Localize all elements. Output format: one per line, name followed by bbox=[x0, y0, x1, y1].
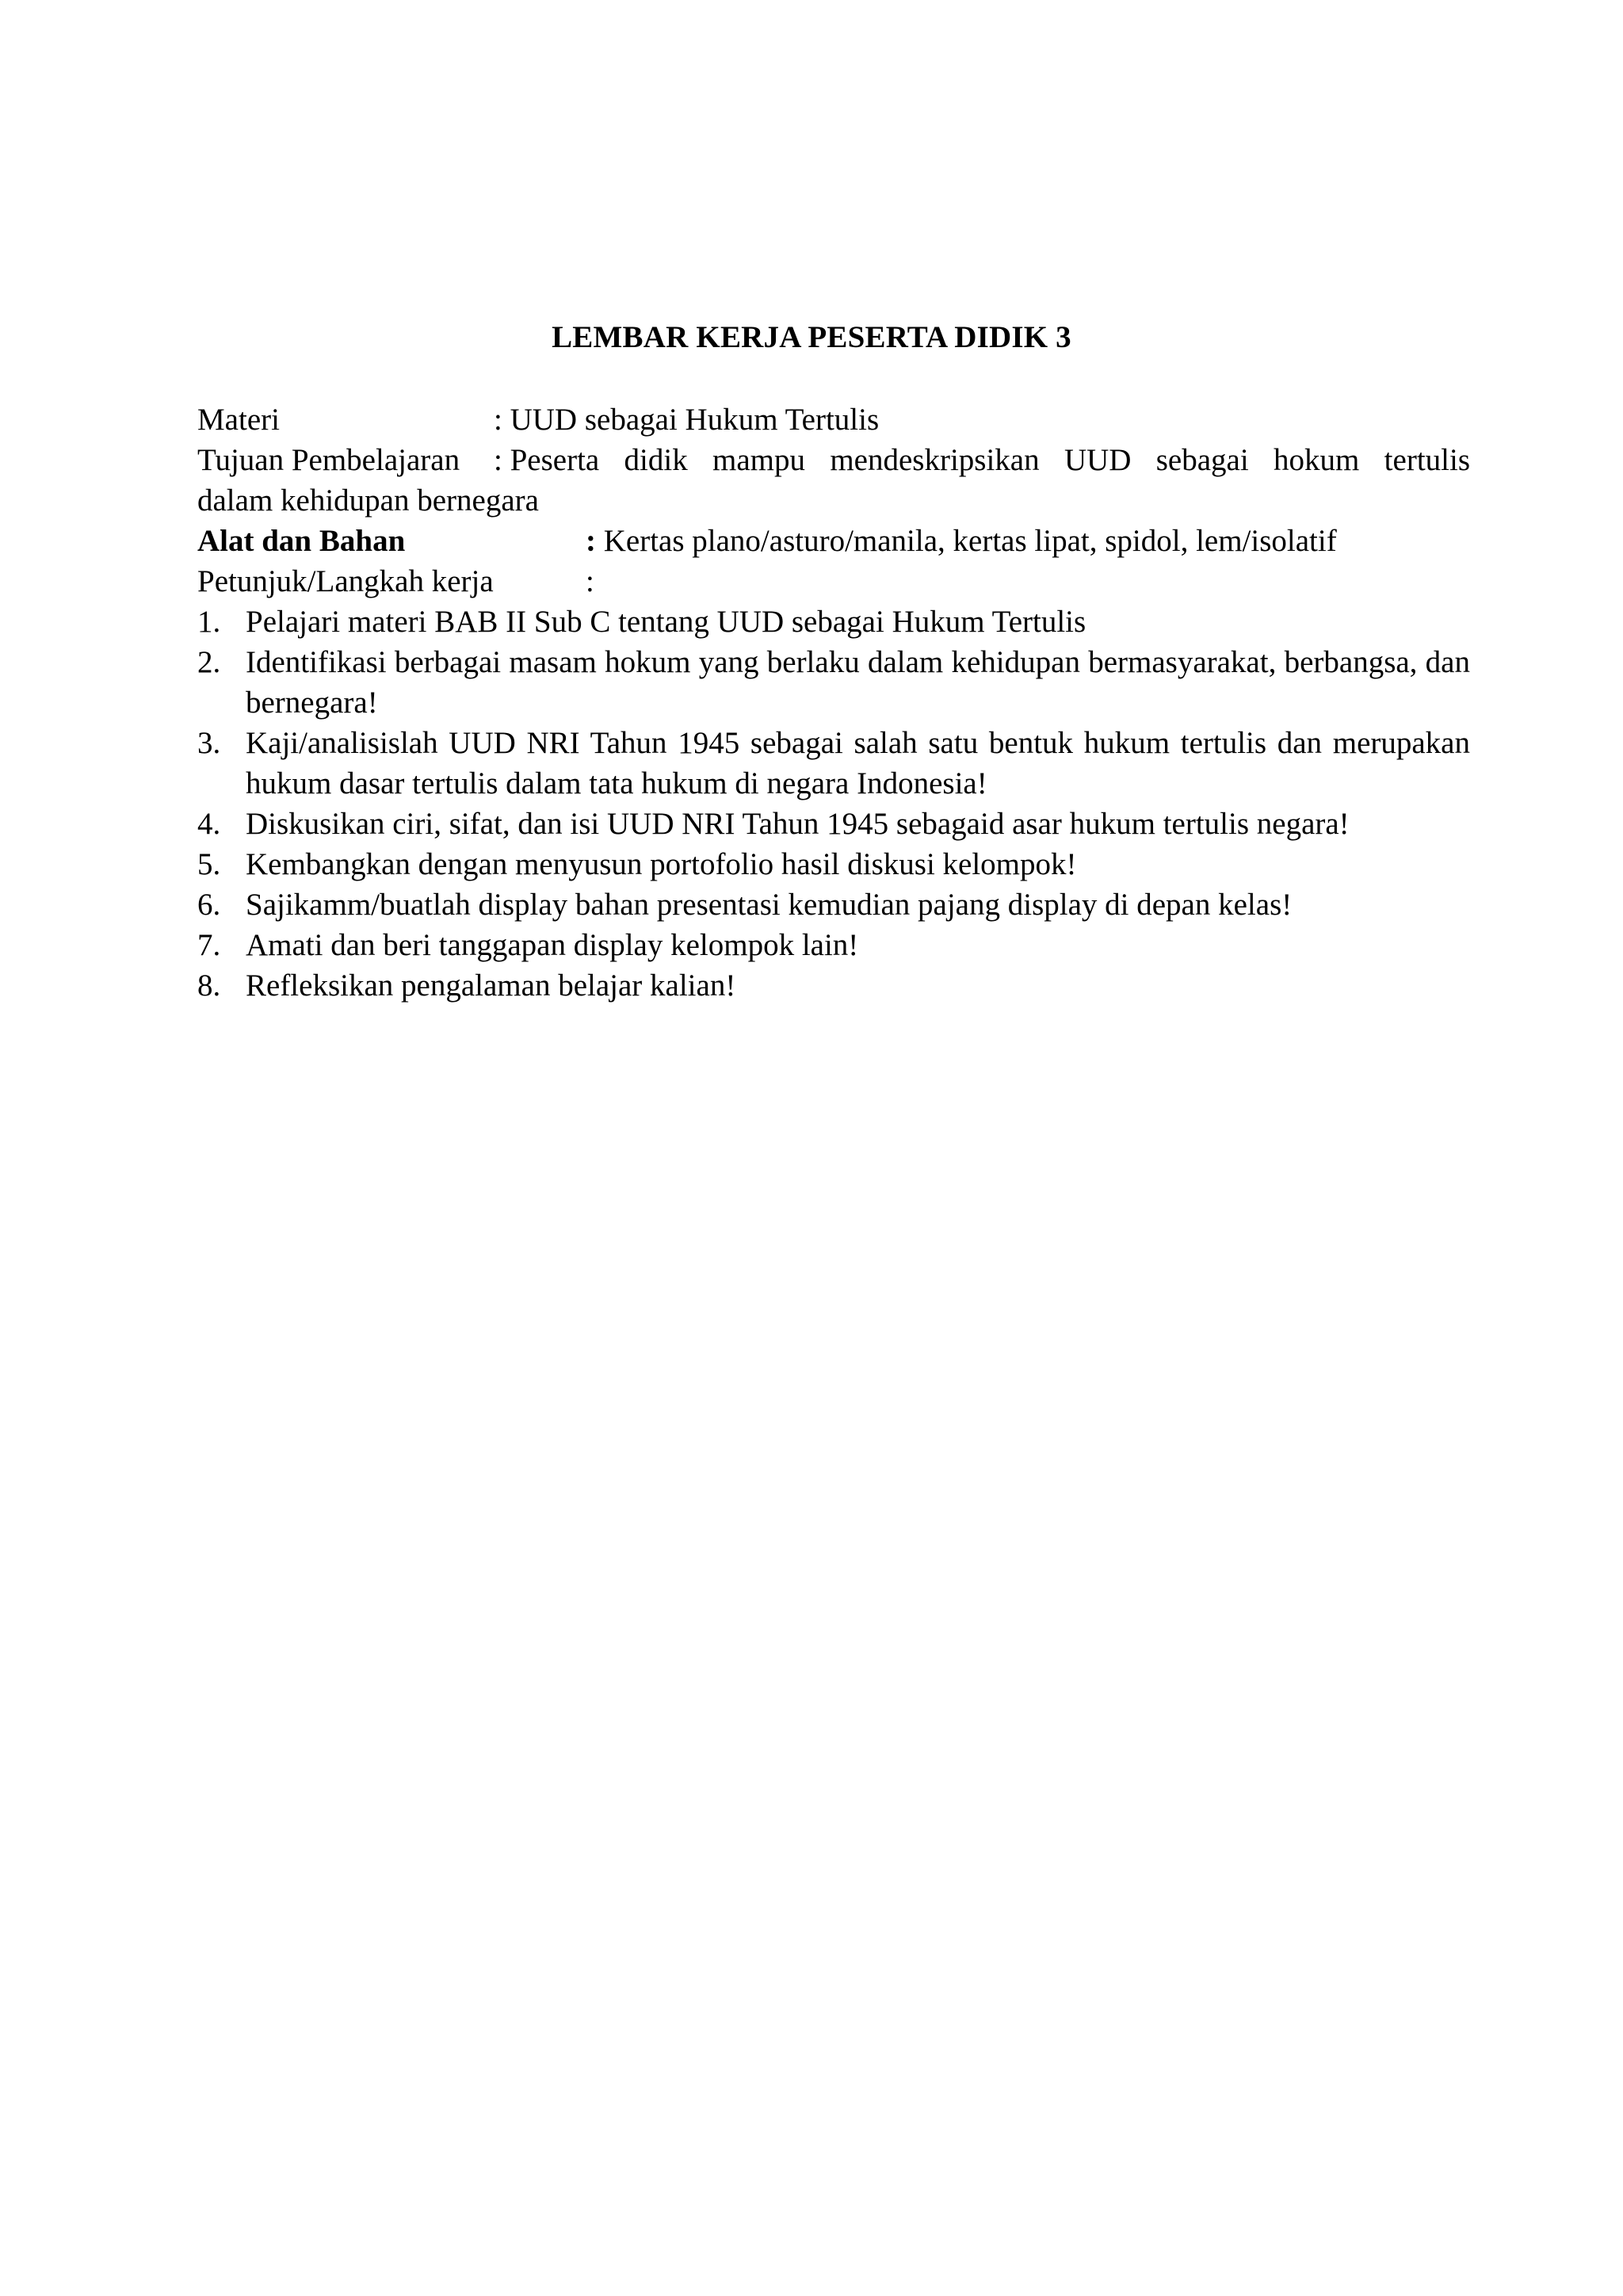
list-item bbox=[197, 642, 1470, 723]
list-item bbox=[197, 723, 1470, 804]
alat-row bbox=[197, 521, 1470, 561]
tujuan-row bbox=[197, 440, 1470, 480]
step-number: 4. bbox=[197, 807, 221, 841]
step-number: 5. bbox=[197, 847, 221, 881]
tujuan-separator: : bbox=[494, 443, 502, 477]
materi-space bbox=[502, 399, 510, 440]
materi-separator: : bbox=[494, 403, 502, 437]
step-number: 8. bbox=[197, 968, 221, 1003]
step-text: Refleksikan pengalaman belajar kalian! bbox=[246, 968, 736, 1003]
steps-list bbox=[197, 602, 1470, 1006]
step-number: 3. bbox=[197, 726, 221, 760]
step-text: Kembangkan dengan menyusun portofolio hasil diskusi kelompok! bbox=[246, 847, 1077, 881]
alat-space bbox=[596, 521, 604, 561]
list-item bbox=[197, 965, 1470, 1006]
list-item bbox=[197, 844, 1470, 884]
petunjuk-separator: : bbox=[586, 564, 594, 598]
step-number: 7. bbox=[197, 928, 221, 962]
page-title: LEMBAR KERJA PESERTA DIDIK 3 bbox=[552, 320, 1071, 354]
petunjuk-label: Petunjuk/Langkah kerja bbox=[197, 564, 494, 598]
list-item bbox=[197, 925, 1470, 965]
tujuan-value-line1: Peserta didik mampu mendeskripsikan UUD sebagai hokum tertulis bbox=[510, 443, 1470, 477]
step-number: 2. bbox=[197, 645, 221, 679]
materi-label: Materi bbox=[197, 403, 280, 437]
worksheet-content bbox=[197, 399, 1470, 1006]
step-text: Kaji/analisislah UUD NRI Tahun 1945 sebagai salah satu bentuk hukum tertulis dan merupakan hukum dasar tertulis dalam tata hukum di negara Indonesia! bbox=[246, 726, 1470, 800]
list-item bbox=[197, 884, 1470, 925]
alat-value: Kertas plano/asturo/manila, kertas lipat, spidol, lem/isolatif bbox=[603, 524, 1337, 558]
petunjuk-row bbox=[197, 561, 1470, 602]
tujuan-space bbox=[502, 440, 510, 480]
step-text: Identifikasi berbagai masam hokum yang berlaku dalam kehidupan bermasyarakat, berbangsa, dan bernegara! bbox=[246, 645, 1470, 720]
list-item bbox=[197, 804, 1470, 844]
step-text: Sajikamm/buatlah display bahan presentasi kemudian pajang display di depan kelas! bbox=[246, 888, 1293, 922]
alat-separator: : bbox=[586, 524, 596, 558]
step-text: Diskusikan ciri, sifat, dan isi UUD NRI Tahun 1945 sebagaid asar hukum tertulis negara! bbox=[246, 807, 1350, 841]
step-number: 6. bbox=[197, 888, 221, 922]
materi-value: UUD sebagai Hukum Tertulis bbox=[510, 403, 880, 437]
list-item bbox=[197, 602, 1470, 642]
step-text: Amati dan beri tanggapan display kelompok lain! bbox=[246, 928, 859, 962]
alat-label: Alat dan Bahan bbox=[197, 524, 406, 558]
step-text: Pelajari materi BAB II Sub C tentang UUD sebagai Hukum Tertulis bbox=[246, 605, 1086, 639]
step-number: 1. bbox=[197, 605, 221, 639]
materi-row bbox=[197, 399, 1470, 440]
tujuan-value-line2: dalam kehidupan bernegara bbox=[197, 483, 539, 518]
tujuan-label: Tujuan Pembelajaran bbox=[197, 443, 460, 477]
